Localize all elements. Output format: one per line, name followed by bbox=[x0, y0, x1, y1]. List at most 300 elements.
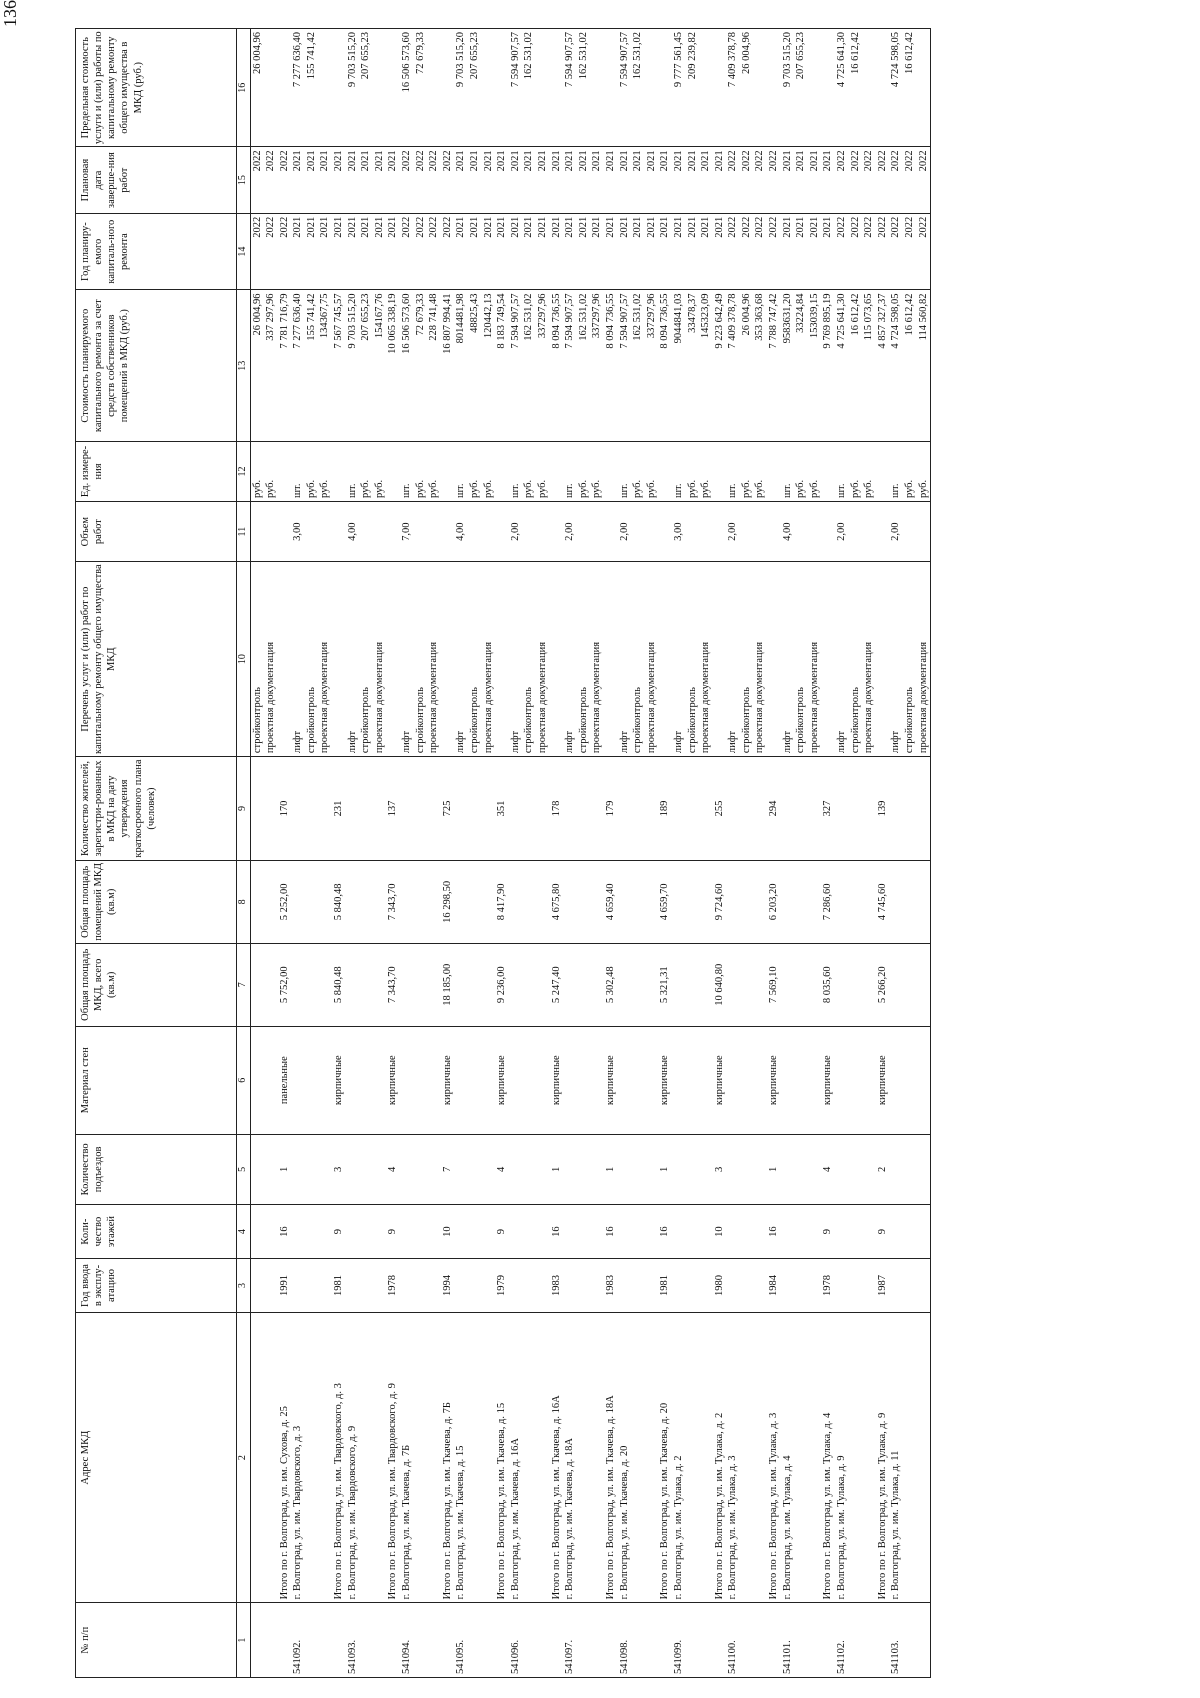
column-number: 7 bbox=[237, 943, 251, 1026]
limit-cost-cell bbox=[821, 29, 835, 147]
commission-year-cell bbox=[808, 1259, 822, 1313]
residents-cell bbox=[359, 757, 373, 861]
limit-cost-cell: 207 655,23 bbox=[468, 29, 482, 147]
wall-material-cell bbox=[645, 1026, 659, 1134]
address-cell bbox=[740, 1312, 754, 1602]
row-number-cell bbox=[767, 1603, 781, 1678]
commission-year-cell bbox=[509, 1259, 523, 1313]
completion-date-cell: 2021 bbox=[631, 147, 645, 213]
row-number-cell: 541102. bbox=[835, 1603, 849, 1678]
premises-area-cell bbox=[359, 860, 373, 943]
entrances-cell bbox=[346, 1134, 360, 1205]
work-type-cell bbox=[604, 562, 618, 757]
planned-cost-cell: 7 567 745,57 bbox=[332, 290, 346, 441]
plan-year-cell: 2022 bbox=[876, 213, 890, 290]
floors-cell bbox=[618, 1205, 632, 1259]
planned-cost-cell: 26 004,96 bbox=[740, 290, 754, 441]
completion-date-cell: 2022 bbox=[903, 147, 917, 213]
address-cell: г. Волгоград, ул. им. Тулака, д. 11 bbox=[889, 1312, 903, 1602]
plan-year-cell: 2021 bbox=[305, 213, 319, 290]
work-volume-cell bbox=[577, 502, 591, 562]
work-type-cell: лифт bbox=[835, 562, 849, 757]
limit-cost-cell: 9 703 515,20 bbox=[781, 29, 795, 147]
wall-material-cell: кирпичные bbox=[713, 1026, 727, 1134]
address-cell bbox=[250, 1312, 264, 1602]
table-row bbox=[346, 29, 360, 1678]
work-type-cell: стройконтроль bbox=[468, 562, 482, 757]
row-number-cell bbox=[427, 1603, 441, 1678]
column-number: 10 bbox=[237, 562, 251, 757]
column-number: 15 bbox=[237, 147, 251, 213]
table-row bbox=[808, 29, 822, 1678]
limit-cost-cell bbox=[441, 29, 455, 147]
premises-area-cell: 4 659,40 bbox=[604, 860, 618, 943]
total-area-cell bbox=[427, 943, 441, 1026]
wall-material-cell bbox=[862, 1026, 876, 1134]
floors-cell bbox=[291, 1205, 305, 1259]
residents-cell: 231 bbox=[332, 757, 346, 861]
table-row bbox=[441, 29, 455, 1678]
entrances-cell bbox=[482, 1134, 496, 1205]
premises-area-cell: 7 286,60 bbox=[821, 860, 835, 943]
planned-cost-cell: 7 594 907,57 bbox=[563, 290, 577, 441]
wall-material-cell bbox=[400, 1026, 414, 1134]
completion-date-cell: 2021 bbox=[509, 147, 523, 213]
residents-cell bbox=[400, 757, 414, 861]
commission-year-cell: 1980 bbox=[713, 1259, 727, 1313]
unit-cell: руб. bbox=[590, 441, 604, 501]
completion-date-cell: 2021 bbox=[495, 147, 509, 213]
work-type-cell bbox=[441, 562, 455, 757]
entrances-cell bbox=[686, 1134, 700, 1205]
completion-date-cell: 2021 bbox=[658, 147, 672, 213]
premises-area-cell bbox=[835, 860, 849, 943]
column-header: Ед. измере-ния bbox=[76, 441, 237, 501]
entrances-cell bbox=[645, 1134, 659, 1205]
floors-cell bbox=[373, 1205, 387, 1259]
work-type-cell: лифт bbox=[291, 562, 305, 757]
residents-cell bbox=[563, 757, 577, 861]
table-row bbox=[672, 29, 686, 1678]
unit-cell: шт. bbox=[346, 441, 360, 501]
address-cell bbox=[862, 1312, 876, 1602]
work-type-cell: стройконтроль bbox=[414, 562, 428, 757]
floors-cell bbox=[318, 1205, 332, 1259]
premises-area-cell bbox=[781, 860, 795, 943]
table-row bbox=[359, 29, 373, 1678]
work-volume-cell bbox=[278, 502, 292, 562]
unit-cell: руб. bbox=[318, 441, 332, 501]
completion-date-cell: 2021 bbox=[672, 147, 686, 213]
address-cell: г. Волгоград, ул. им. Тулака, д. 3 bbox=[726, 1312, 740, 1602]
floors-cell bbox=[250, 1205, 264, 1259]
wall-material-cell bbox=[753, 1026, 767, 1134]
limit-cost-cell bbox=[495, 29, 509, 147]
entrances-cell bbox=[427, 1134, 441, 1205]
total-area-cell bbox=[835, 943, 849, 1026]
unit-cell: руб. bbox=[645, 441, 659, 501]
completion-date-cell: 2022 bbox=[400, 147, 414, 213]
total-area-cell bbox=[726, 943, 740, 1026]
table-row bbox=[495, 29, 509, 1678]
floors-cell bbox=[645, 1205, 659, 1259]
completion-date-cell: 2021 bbox=[686, 147, 700, 213]
planned-cost-cell: 7 409 378,78 bbox=[726, 290, 740, 441]
capital-repair-table bbox=[75, 28, 931, 1678]
work-volume-cell: 3,00 bbox=[672, 502, 686, 562]
wall-material-cell: кирпичные bbox=[332, 1026, 346, 1134]
wall-material-cell: кирпичные bbox=[550, 1026, 564, 1134]
planned-cost-cell: 4 724 598,05 bbox=[889, 290, 903, 441]
address-cell bbox=[427, 1312, 441, 1602]
residents-cell: 327 bbox=[821, 757, 835, 861]
address-cell bbox=[686, 1312, 700, 1602]
table-row bbox=[903, 29, 917, 1678]
table-row bbox=[278, 29, 292, 1678]
unit-cell: руб. bbox=[808, 441, 822, 501]
unit-cell: руб. bbox=[686, 441, 700, 501]
residents-cell bbox=[903, 757, 917, 861]
plan-year-cell: 2021 bbox=[482, 213, 496, 290]
completion-date-cell: 2022 bbox=[726, 147, 740, 213]
plan-year-cell: 2021 bbox=[590, 213, 604, 290]
plan-year-cell: 2021 bbox=[550, 213, 564, 290]
completion-date-cell: 2021 bbox=[318, 147, 332, 213]
premises-area-cell: 4 675,80 bbox=[550, 860, 564, 943]
total-area-cell bbox=[359, 943, 373, 1026]
limit-cost-cell bbox=[808, 29, 822, 147]
floors-cell bbox=[359, 1205, 373, 1259]
commission-year-cell bbox=[740, 1259, 754, 1313]
unit-cell: руб. bbox=[482, 441, 496, 501]
work-type-cell bbox=[332, 562, 346, 757]
work-type-cell: лифт bbox=[672, 562, 686, 757]
entrances-cell bbox=[740, 1134, 754, 1205]
work-volume-cell bbox=[686, 502, 700, 562]
floors-cell bbox=[699, 1205, 713, 1259]
work-volume-cell: 7,00 bbox=[400, 502, 414, 562]
address-cell bbox=[264, 1312, 278, 1602]
completion-date-cell: 2021 bbox=[590, 147, 604, 213]
completion-date-cell: 2022 bbox=[441, 147, 455, 213]
total-area-cell bbox=[740, 943, 754, 1026]
unit-cell bbox=[441, 441, 455, 501]
work-volume-cell bbox=[808, 502, 822, 562]
planned-cost-cell: 337297,96 bbox=[590, 290, 604, 441]
unit-cell: шт. bbox=[563, 441, 577, 501]
planned-cost-cell: 114 560,82 bbox=[917, 290, 931, 441]
planned-cost-cell: 145323,09 bbox=[699, 290, 713, 441]
premises-area-cell bbox=[672, 860, 686, 943]
row-number-cell bbox=[713, 1603, 727, 1678]
wall-material-cell bbox=[536, 1026, 550, 1134]
entrances-cell bbox=[889, 1134, 903, 1205]
completion-date-cell: 2021 bbox=[781, 147, 795, 213]
commission-year-cell bbox=[794, 1259, 808, 1313]
residents-cell: 189 bbox=[658, 757, 672, 861]
row-number-cell: 541098. bbox=[618, 1603, 632, 1678]
work-type-cell bbox=[821, 562, 835, 757]
limit-cost-cell: 162 531,02 bbox=[522, 29, 536, 147]
commission-year-cell bbox=[291, 1259, 305, 1313]
planned-cost-cell: 33224,84 bbox=[794, 290, 808, 441]
table-row bbox=[305, 29, 319, 1678]
completion-date-cell: 2021 bbox=[468, 147, 482, 213]
residents-cell bbox=[414, 757, 428, 861]
row-number-cell bbox=[468, 1603, 482, 1678]
plan-year-cell: 2021 bbox=[631, 213, 645, 290]
address-cell bbox=[536, 1312, 550, 1602]
entrances-cell bbox=[250, 1134, 264, 1205]
commission-year-cell bbox=[468, 1259, 482, 1313]
work-type-cell: стройконтроль bbox=[250, 562, 264, 757]
residents-cell bbox=[808, 757, 822, 861]
total-area-cell bbox=[291, 943, 305, 1026]
floors-cell bbox=[414, 1205, 428, 1259]
limit-cost-cell: 207 655,23 bbox=[794, 29, 808, 147]
floors-cell bbox=[808, 1205, 822, 1259]
limit-cost-cell bbox=[713, 29, 727, 147]
floors-cell bbox=[305, 1205, 319, 1259]
floors-cell: 16 bbox=[604, 1205, 618, 1259]
premises-area-cell bbox=[686, 860, 700, 943]
work-type-cell: проектная документация bbox=[318, 562, 332, 757]
planned-cost-cell: 162 531,02 bbox=[522, 290, 536, 441]
work-type-cell: стройконтроль bbox=[740, 562, 754, 757]
total-area-cell bbox=[862, 943, 876, 1026]
completion-date-cell: 2022 bbox=[849, 147, 863, 213]
work-type-cell: проектная документация bbox=[373, 562, 387, 757]
planned-cost-cell: 337 297,96 bbox=[264, 290, 278, 441]
floors-cell: 16 bbox=[658, 1205, 672, 1259]
planned-cost-cell: 16 612,42 bbox=[903, 290, 917, 441]
column-number: 1 bbox=[237, 1603, 251, 1678]
plan-year-cell: 2021 bbox=[373, 213, 387, 290]
wall-material-cell bbox=[468, 1026, 482, 1134]
wall-material-cell bbox=[305, 1026, 319, 1134]
floors-cell bbox=[482, 1205, 496, 1259]
work-volume-cell: 4,00 bbox=[454, 502, 468, 562]
column-header: Количество подъездов bbox=[76, 1134, 237, 1205]
column-number: 4 bbox=[237, 1205, 251, 1259]
work-volume-cell bbox=[753, 502, 767, 562]
row-number-cell bbox=[849, 1603, 863, 1678]
floors-cell bbox=[264, 1205, 278, 1259]
row-number-cell bbox=[495, 1603, 509, 1678]
planned-cost-cell: 337297,96 bbox=[536, 290, 550, 441]
table-body bbox=[250, 29, 931, 1678]
plan-year-cell: 2022 bbox=[862, 213, 876, 290]
work-volume-cell bbox=[318, 502, 332, 562]
wall-material-cell bbox=[454, 1026, 468, 1134]
residents-cell bbox=[427, 757, 441, 861]
unit-cell: руб. bbox=[468, 441, 482, 501]
premises-area-cell bbox=[699, 860, 713, 943]
floors-cell bbox=[672, 1205, 686, 1259]
row-number-cell bbox=[250, 1603, 264, 1678]
completion-date-cell: 2021 bbox=[373, 147, 387, 213]
commission-year-cell bbox=[672, 1259, 686, 1313]
limit-cost-cell bbox=[767, 29, 781, 147]
unit-cell: шт. bbox=[291, 441, 305, 501]
completion-date-cell: 2022 bbox=[889, 147, 903, 213]
unit-cell bbox=[713, 441, 727, 501]
plan-year-cell: 2022 bbox=[250, 213, 264, 290]
completion-date-cell: 2021 bbox=[618, 147, 632, 213]
work-type-cell: стройконтроль bbox=[522, 562, 536, 757]
table-row bbox=[658, 29, 672, 1678]
work-type-cell: проектная документация bbox=[590, 562, 604, 757]
unit-cell: шт. bbox=[400, 441, 414, 501]
commission-year-cell bbox=[427, 1259, 441, 1313]
column-header: Адрес МКД bbox=[76, 1312, 237, 1602]
page-number: 136 bbox=[0, 0, 20, 27]
wall-material-cell bbox=[577, 1026, 591, 1134]
planned-cost-cell: 353 363,68 bbox=[753, 290, 767, 441]
floors-cell bbox=[740, 1205, 754, 1259]
work-type-cell bbox=[876, 562, 890, 757]
total-area-cell bbox=[590, 943, 604, 1026]
address-cell: г. Волгоград, ул. им. Тулака, д. 4 bbox=[781, 1312, 795, 1602]
floors-cell bbox=[781, 1205, 795, 1259]
premises-area-cell: 5 252,00 bbox=[278, 860, 292, 943]
row-number-cell bbox=[332, 1603, 346, 1678]
wall-material-cell bbox=[522, 1026, 536, 1134]
completion-date-cell: 2022 bbox=[740, 147, 754, 213]
plan-year-cell: 2021 bbox=[332, 213, 346, 290]
row-number-cell: 541093. bbox=[346, 1603, 360, 1678]
wall-material-cell bbox=[903, 1026, 917, 1134]
address-cell bbox=[522, 1312, 536, 1602]
commission-year-cell: 1981 bbox=[332, 1259, 346, 1313]
completion-date-cell: 2021 bbox=[699, 147, 713, 213]
unit-cell: шт. bbox=[781, 441, 795, 501]
unit-cell: руб. bbox=[903, 441, 917, 501]
table-row bbox=[563, 29, 577, 1678]
floors-cell bbox=[889, 1205, 903, 1259]
entrances-cell bbox=[794, 1134, 808, 1205]
table-header bbox=[76, 29, 251, 1678]
entrances-cell bbox=[753, 1134, 767, 1205]
planned-cost-cell: 4 857 327,37 bbox=[876, 290, 890, 441]
residents-cell bbox=[577, 757, 591, 861]
address-cell bbox=[794, 1312, 808, 1602]
premises-area-cell: 7 343,70 bbox=[386, 860, 400, 943]
column-number: 9 bbox=[237, 757, 251, 861]
entrances-cell bbox=[318, 1134, 332, 1205]
limit-cost-cell bbox=[753, 29, 767, 147]
premises-area-cell bbox=[726, 860, 740, 943]
column-header: Материал стен bbox=[76, 1026, 237, 1134]
row-number-cell bbox=[590, 1603, 604, 1678]
residents-cell bbox=[781, 757, 795, 861]
limit-cost-cell: 162 531,02 bbox=[631, 29, 645, 147]
total-area-cell: 10 640,80 bbox=[713, 943, 727, 1026]
work-type-cell: лифт bbox=[889, 562, 903, 757]
entrances-cell: 1 bbox=[550, 1134, 564, 1205]
work-type-cell: проектная документация bbox=[645, 562, 659, 757]
entrances-cell bbox=[903, 1134, 917, 1205]
commission-year-cell bbox=[862, 1259, 876, 1313]
work-volume-cell bbox=[645, 502, 659, 562]
work-type-cell: стройконтроль bbox=[577, 562, 591, 757]
column-header: Количество жителей, зарегистри-рованных в МКД на дату утверждения краткосрочного плана (человек) bbox=[76, 757, 237, 861]
wall-material-cell bbox=[427, 1026, 441, 1134]
completion-date-cell: 2022 bbox=[767, 147, 781, 213]
total-area-cell bbox=[509, 943, 523, 1026]
premises-area-cell: 4 745,60 bbox=[876, 860, 890, 943]
floors-cell: 9 bbox=[876, 1205, 890, 1259]
wall-material-cell bbox=[699, 1026, 713, 1134]
address-cell bbox=[577, 1312, 591, 1602]
entrances-cell bbox=[400, 1134, 414, 1205]
unit-cell: шт. bbox=[509, 441, 523, 501]
limit-cost-cell: 16 612,42 bbox=[903, 29, 917, 147]
commission-year-cell bbox=[686, 1259, 700, 1313]
unit-cell: руб. bbox=[753, 441, 767, 501]
floors-cell bbox=[835, 1205, 849, 1259]
work-volume-cell bbox=[740, 502, 754, 562]
table-row bbox=[740, 29, 754, 1678]
work-volume-cell: 2,00 bbox=[726, 502, 740, 562]
premises-area-cell bbox=[373, 860, 387, 943]
commission-year-cell: 1987 bbox=[876, 1259, 890, 1313]
floors-cell bbox=[726, 1205, 740, 1259]
unit-cell bbox=[821, 441, 835, 501]
residents-cell bbox=[686, 757, 700, 861]
floors-cell: 16 bbox=[550, 1205, 564, 1259]
floors-cell bbox=[862, 1205, 876, 1259]
commission-year-cell bbox=[903, 1259, 917, 1313]
residents-cell bbox=[522, 757, 536, 861]
completion-date-cell: 2021 bbox=[346, 147, 360, 213]
work-volume-cell bbox=[441, 502, 455, 562]
column-header: Коли-чество этажей bbox=[76, 1205, 237, 1259]
row-number-cell bbox=[631, 1603, 645, 1678]
work-volume-cell bbox=[495, 502, 509, 562]
work-volume-cell bbox=[536, 502, 550, 562]
planned-cost-cell: 26 004,96 bbox=[250, 290, 264, 441]
table-row bbox=[645, 29, 659, 1678]
entrances-cell bbox=[917, 1134, 931, 1205]
completion-date-cell: 2021 bbox=[645, 147, 659, 213]
entrances-cell bbox=[835, 1134, 849, 1205]
limit-cost-cell: 9 703 515,20 bbox=[454, 29, 468, 147]
work-volume-cell bbox=[699, 502, 713, 562]
limit-cost-cell: 207 655,23 bbox=[359, 29, 373, 147]
entrances-cell bbox=[536, 1134, 550, 1205]
total-area-cell bbox=[346, 943, 360, 1026]
entrances-cell bbox=[563, 1134, 577, 1205]
limit-cost-cell bbox=[917, 29, 931, 147]
residents-cell: 139 bbox=[876, 757, 890, 861]
floors-cell: 16 bbox=[767, 1205, 781, 1259]
address-cell bbox=[482, 1312, 496, 1602]
planned-cost-cell: 162 531,02 bbox=[631, 290, 645, 441]
commission-year-cell bbox=[359, 1259, 373, 1313]
premises-area-cell: 6 203,20 bbox=[767, 860, 781, 943]
row-number-cell: 541097. bbox=[563, 1603, 577, 1678]
work-volume-cell bbox=[386, 502, 400, 562]
row-number-cell: 541094. bbox=[400, 1603, 414, 1678]
row-number-cell bbox=[386, 1603, 400, 1678]
row-number-cell: 541100. bbox=[726, 1603, 740, 1678]
residents-cell: 179 bbox=[604, 757, 618, 861]
address-cell bbox=[359, 1312, 373, 1602]
floors-cell bbox=[468, 1205, 482, 1259]
entrances-cell bbox=[359, 1134, 373, 1205]
floors-cell bbox=[686, 1205, 700, 1259]
